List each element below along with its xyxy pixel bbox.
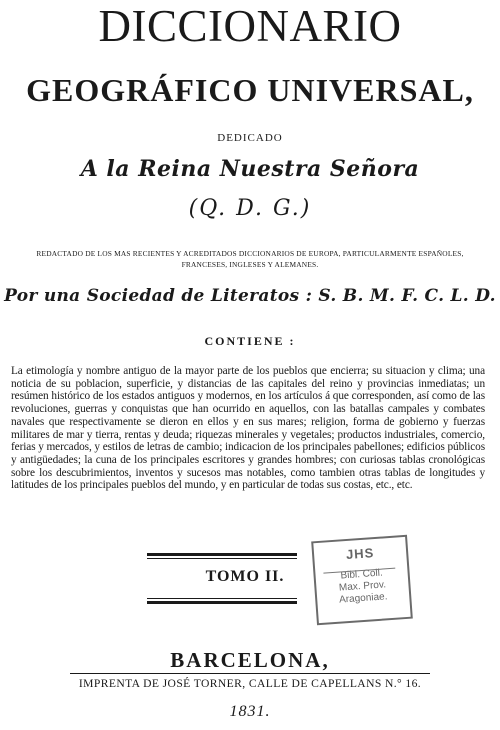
dedication-recipient: A la Reina Nuestra Señora xyxy=(80,156,420,182)
society-line: Por una Sociedad de Literatos : S. B. M. F. C. L. D. xyxy=(4,286,496,306)
title-line-2: GEOGRÁFICO UNIVERSAL, xyxy=(26,72,474,108)
stamp-monogram: JHS xyxy=(345,545,375,563)
dedication-initials: (Q. D. G.) xyxy=(188,196,312,221)
stamp-line-2: Max. Prov. xyxy=(338,579,387,594)
volume-rule-top-thin xyxy=(147,558,297,559)
volume-label: TOMO II. xyxy=(205,568,285,585)
imprint-year: 1831. xyxy=(229,703,271,720)
volume-rule-top-thick xyxy=(147,553,297,556)
contents-heading: CONTIENE : xyxy=(204,334,296,348)
dedication-label: DEDICADO xyxy=(217,132,283,144)
stamp-line-3: Aragoniae. xyxy=(338,591,388,606)
imprint-city: BARCELONA, xyxy=(170,648,330,672)
library-stamp xyxy=(311,535,413,625)
volume-rule-bottom-thick xyxy=(147,601,297,604)
imprint-rule xyxy=(70,673,430,674)
redacted-by-note: REDACTADO DE LOS MAS RECIENTES Y ACREDITADOS DICCIONARIOS DE EUROPA, PARTICULARMENTE ESPAÑOLES, FRANCESES, INGLESES Y ALEMANES. xyxy=(36,249,464,269)
contents-paragraph: La etimología y nombre antiguo de la mayor parte de los pueblos que encierra; su situacion y clima; una noticia de su poblacion, superficie, y distancias de las capitales del reino y provincias inmediatas; un resúmen histórico de los estados antiguos y modernos, en los artículos á que corresponden, así como de las revoluciones, guerras y conquistas que han ocurrido en aquellos, con las batallas campales y combates navales que respectivamente se dieron en ellos y en sus mares; religion, forma de gobierno y fuerzas militares de mar y tierra, rentas y deuda; riquezas minerales y vegetales; productos industriales, comercio, ferias y mercados, y estilos de letras de cambio; indicacion de los principales pabellones; edificios públicos y antigüedades; la cuna de los principales escritores y grandes hombres; con curiosas tablas cronológicas sobre los descubrimientos, inventos y sucesos mas notables, como tambien otras tablas de longitudes y latitudes de los principales pueblos del mundo, y en particular de todas sus costas, etc., etc. xyxy=(11,365,485,492)
stamp-line-1: Bibl. Coll. xyxy=(340,567,384,582)
title-line-1: DICCIONARIO xyxy=(98,1,402,51)
volume-rule-bottom-thin xyxy=(147,598,297,599)
imprint-printer: IMPRENTA DE JOSÉ TORNER, CALLE DE CAPELLANS N.° 16. xyxy=(78,677,422,690)
